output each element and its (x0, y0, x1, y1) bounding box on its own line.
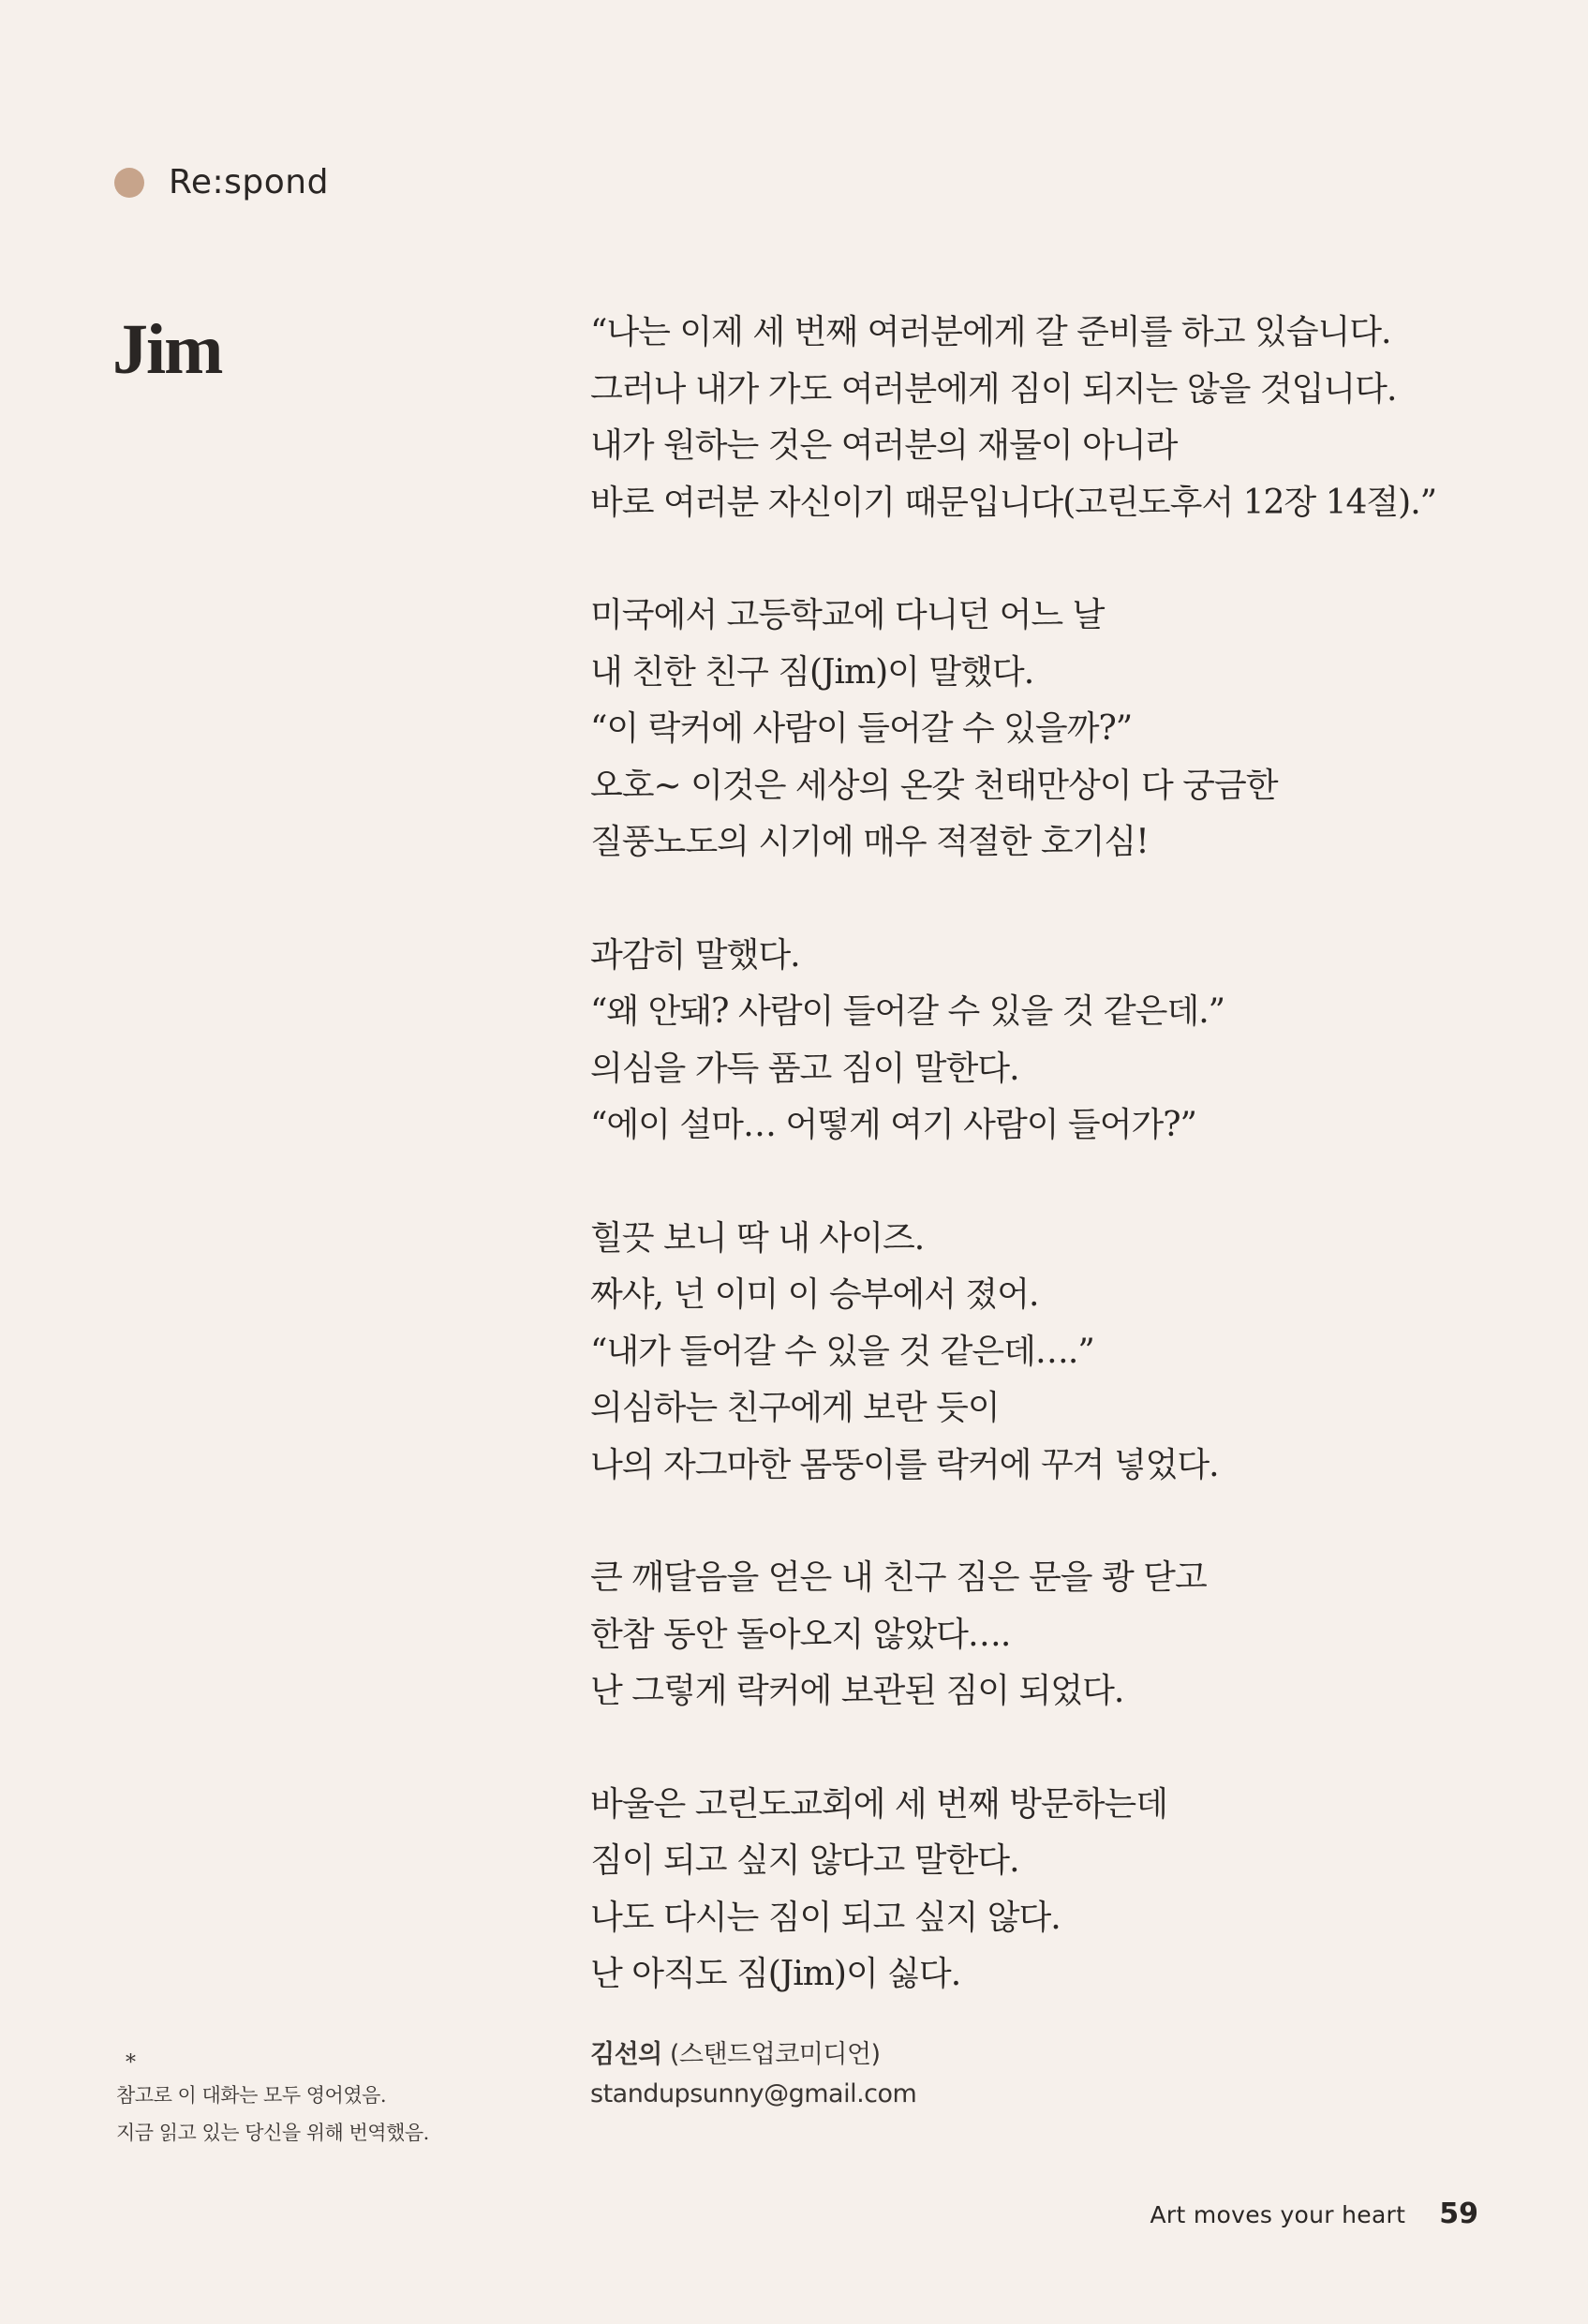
stanza (590, 1777, 1490, 2004)
footnote-mark: * (126, 2051, 136, 2075)
poem-line: “에이 설마… 어떻게 여기 사람이 들어가?” (590, 1106, 1196, 1144)
author-name: 김선의 (590, 2040, 662, 2069)
poem-line: “나는 이제 세 번째 여러분에게 갈 준비를 하고 있습니다. (590, 313, 1391, 351)
poem-line: 난 그렇게 락커에 보관된 짐이 되었다. (590, 1672, 1124, 1710)
poem-line: “이 락커에 사람이 들어갈 수 있을까?” (590, 709, 1133, 748)
poem-line: 내 친한 친구 짐(Jim)이 말했다. (590, 652, 1034, 692)
poem-line: “내가 들어갈 수 있을 것 같은데….” (590, 1332, 1094, 1371)
stanza (590, 1550, 1490, 1721)
footnote-line: 지금 읽고 있는 당신을 위해 번역했음. (116, 2122, 429, 2144)
stanza (590, 1211, 1490, 1495)
stanza (590, 588, 1490, 872)
poem-line: “왜 안돼? 사람이 들어갈 수 있을 것 같은데.” (590, 992, 1225, 1031)
poem-line: 짐이 되고 싶지 않다고 말한다. (590, 1841, 1019, 1880)
author-line (590, 2035, 916, 2075)
section-dot-icon (114, 168, 144, 198)
footer-tagline: Art moves your heart (1150, 2201, 1406, 2228)
footnote-line: 참고로 이 대화는 모두 영어였음. (116, 2084, 387, 2107)
poem-line: 의심을 가득 품고 짐이 말한다. (590, 1049, 1019, 1088)
poem-line: 큰 깨달음을 얻은 내 친구 짐은 문을 쾅 닫고 (590, 1558, 1207, 1597)
footnote (116, 2050, 429, 2152)
page-number: 59 (1439, 2197, 1478, 2230)
poem-line: 난 아직도 짐(Jim)이 싫다. (590, 1955, 961, 1993)
poem-line: 힐끗 보니 딱 내 사이즈. (590, 1218, 925, 1258)
poem-line: 나의 자그마한 몸뚱이를 락커에 꾸겨 넣었다. (590, 1445, 1219, 1484)
poem-line: 과감히 말했다. (590, 935, 800, 975)
poem-line: 그러나 내가 가도 여러분에게 짐이 되지는 않을 것입니다. (590, 369, 1397, 409)
poem-line: 바로 여러분 자신이기 때문입니다(고린도후서 12장 14절).” (590, 483, 1437, 522)
article-title: Jim (112, 310, 222, 389)
poem-line: 짜샤, 넌 이미 이 승부에서 졌어. (590, 1275, 1039, 1314)
poem-line: 질풍노도의 시기에 매우 적절한 호기심! (590, 823, 1149, 861)
poem-line: 나도 다시는 짐이 되고 싶지 않다. (590, 1898, 1061, 1937)
author-email: standupsunny@gmail.com (590, 2079, 917, 2108)
stanza (590, 305, 1490, 531)
page-footer (1150, 2197, 1478, 2230)
section-header (114, 163, 329, 201)
poem-line: 오호~ 이것은 세상의 온갖 천태만상이 다 궁금한 (590, 766, 1278, 805)
poem-body (590, 305, 1490, 2060)
poem-line: 바울은 고린도교회에 세 번째 방문하는데 (590, 1784, 1167, 1824)
poem-line: 한참 동안 돌아오지 않았다…. (590, 1615, 1011, 1654)
author-role: (스탠드업코미디언) (669, 2040, 881, 2069)
section-label: Re:spond (169, 163, 329, 201)
poem-line: 내가 원하는 것은 여러분의 재물이 아니라 (590, 426, 1178, 465)
stanza (590, 928, 1490, 1155)
poem-line: 미국에서 고등학교에 다니던 어느 날 (590, 596, 1105, 634)
poem-line: 의심하는 친구에게 보란 듯이 (590, 1389, 1000, 1427)
author-block (590, 2035, 916, 2114)
